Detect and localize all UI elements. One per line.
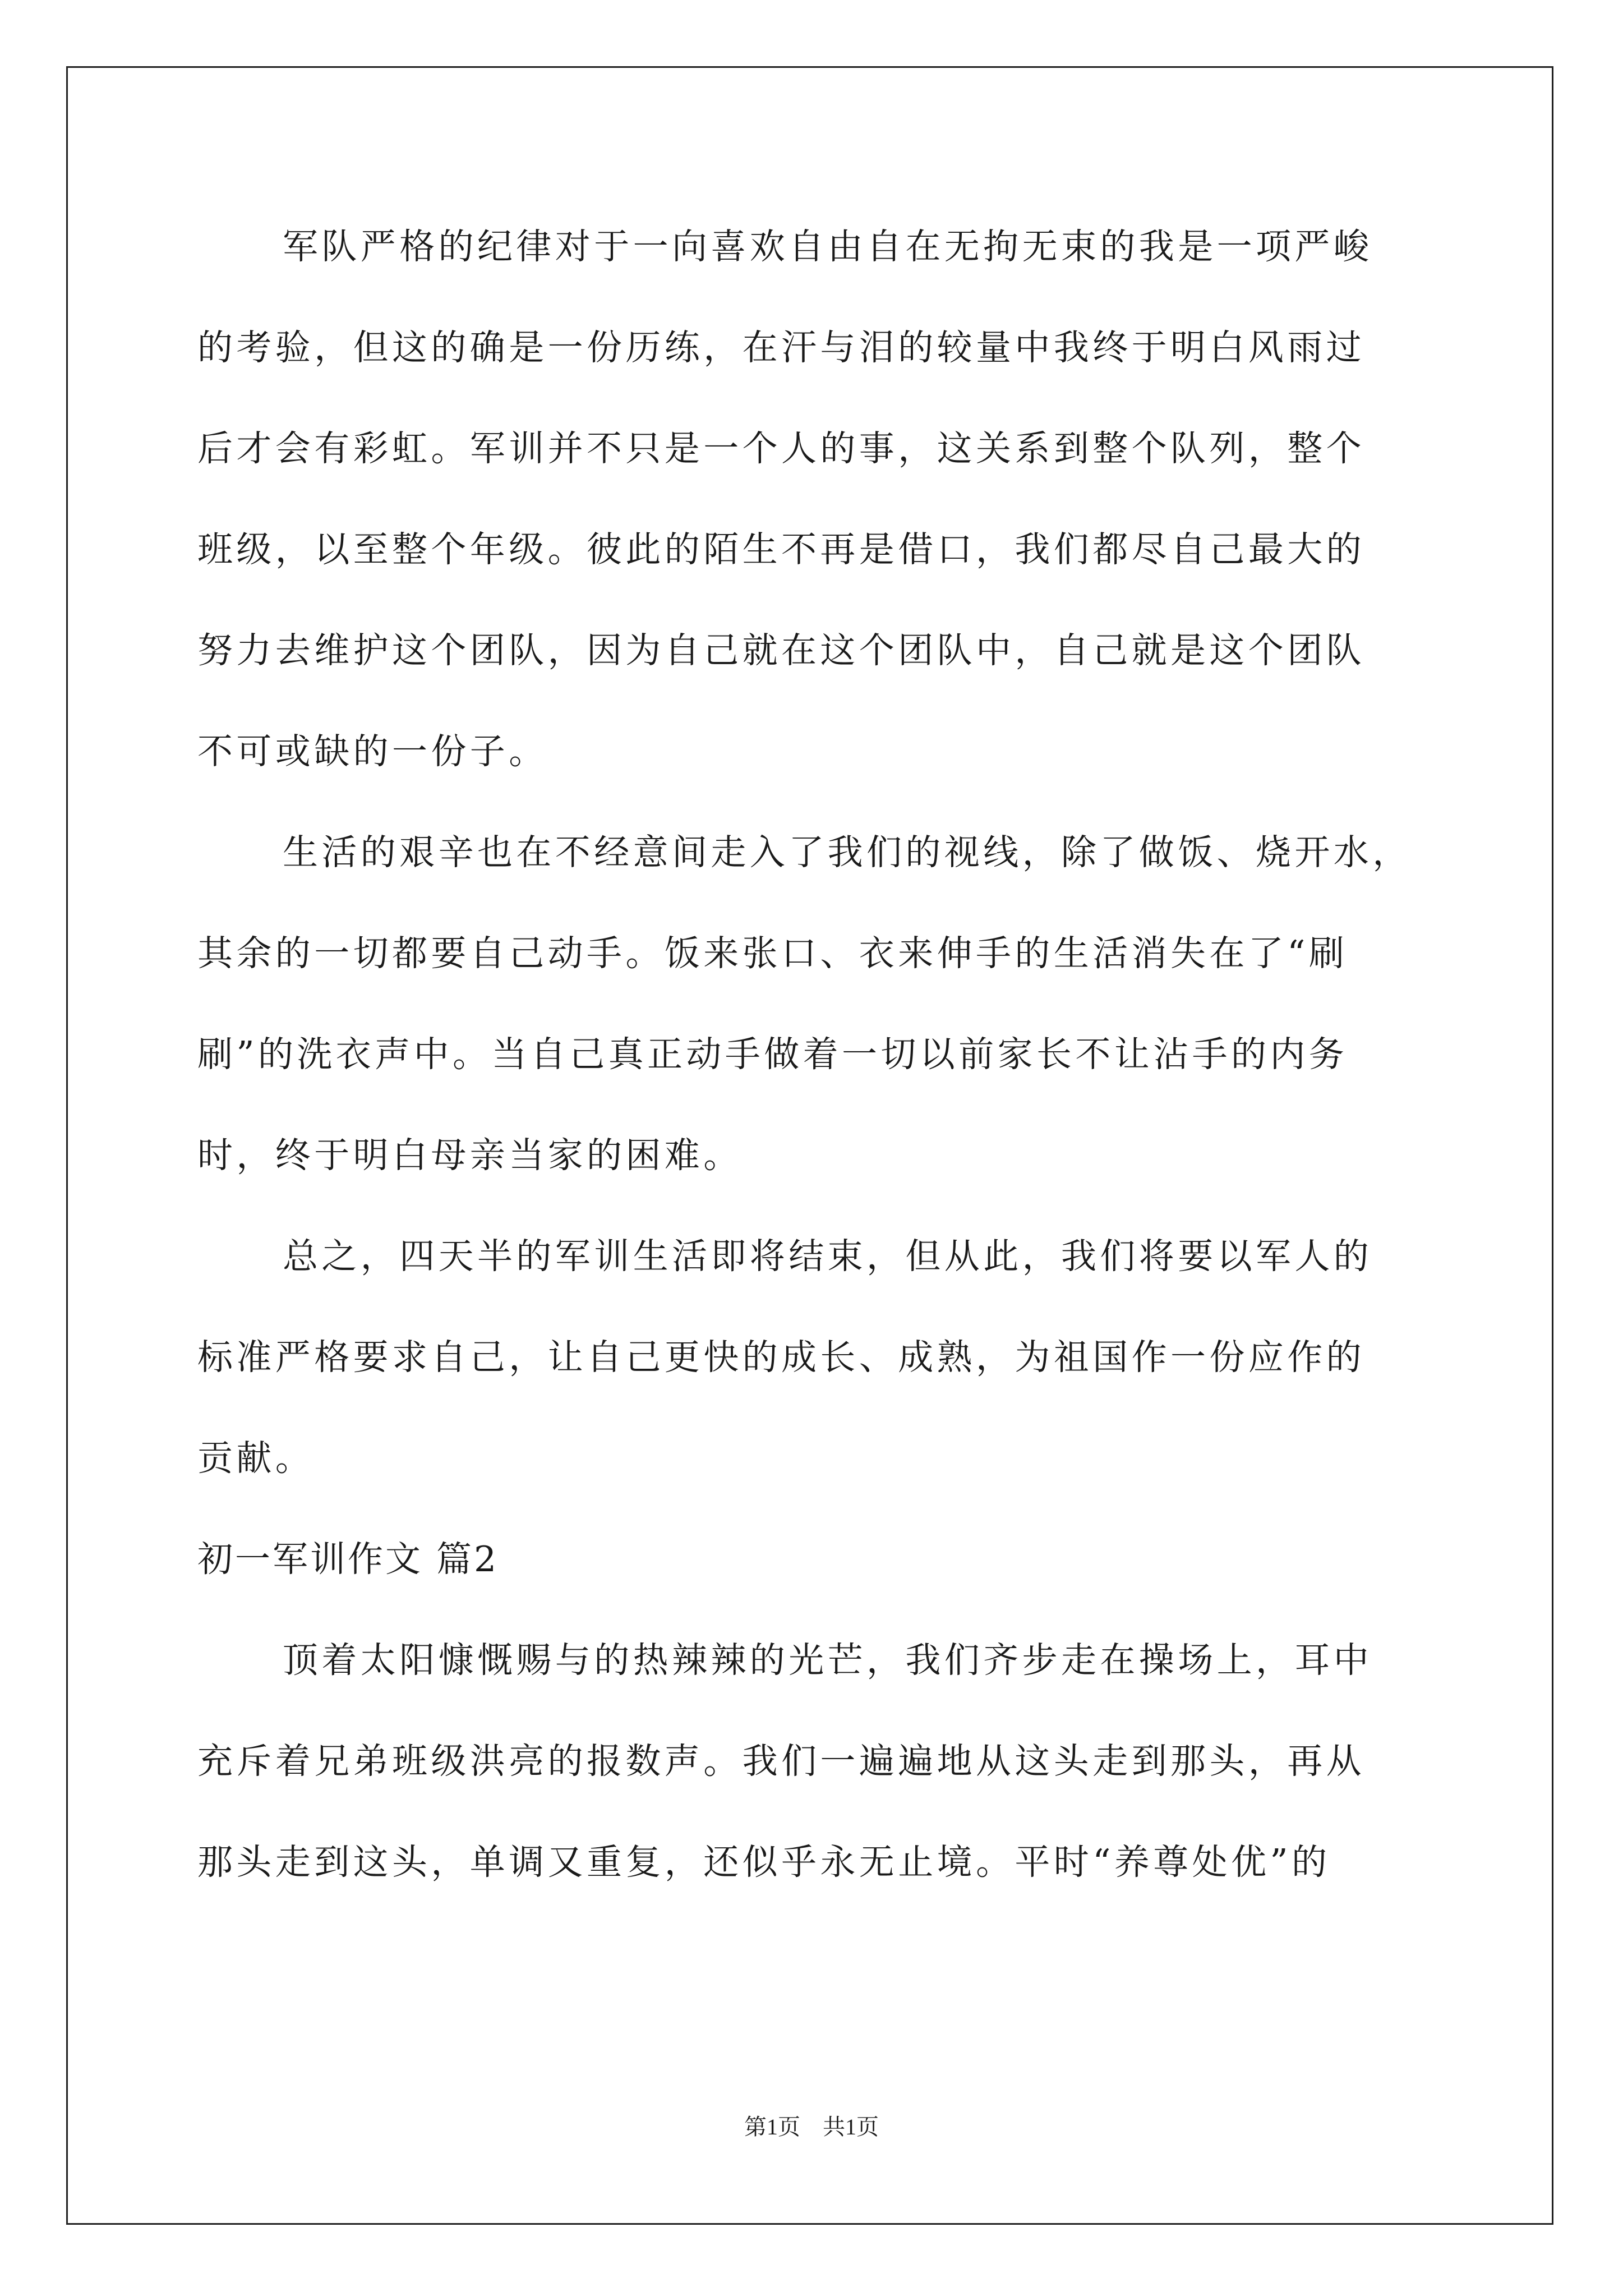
- paragraph-line: 生活的艰辛也在不经意间走入了我们的视线，除了做饭、烧开水，: [283, 832, 1412, 873]
- paragraph-line: 充斥着兄弟班级洪亮的报数声。我们一遍遍地从这头走到那头，再从: [197, 1741, 1365, 1782]
- document-body: [197, 196, 1426, 1913]
- paragraph-line: 不可或缺的一份子。: [197, 731, 548, 772]
- paragraph-line: 后才会有彩虹。军训并不只是一个人的事，这关系到整个队列，整个: [197, 428, 1365, 469]
- paragraph-line: 其余的一切都要自己动手。饭来张口、衣来伸手的生活消失在了“刷: [197, 933, 1348, 974]
- paragraph-line: 刷”的洗衣声中。当自己真正动手做着一切以前家长不让沾手的内务: [197, 1034, 1348, 1075]
- paragraph-line: 那头走到这头，单调又重复，还似乎永无止境。平时“养尊处优”的: [197, 1842, 1331, 1883]
- paragraph-line: 努力去维护这个团队，因为自己就在这个团队中，自己就是这个团队: [197, 630, 1365, 671]
- paragraph-line: 标准严格要求自己，让自己更快的成长、成熟，为祖国作一份应作的: [197, 1337, 1365, 1378]
- page-number: 第1页 共1页: [744, 2114, 879, 2139]
- paragraph-line: 时，终于明白母亲当家的困难。: [197, 1135, 743, 1176]
- paragraph-line: 的考验，但这的确是一份历练，在汗与泪的较量中我终于明白风雨过: [197, 327, 1365, 368]
- page-footer: [0, 2109, 1623, 2141]
- section-heading: 初一军训作文 篇2: [197, 1539, 499, 1580]
- paragraph-line: 班级，以至整个年级。彼此的陌生不再是借口，我们都尽自己最大的: [197, 529, 1365, 570]
- paragraph-line: 贡献。: [197, 1438, 315, 1479]
- paragraph-line: 军队严格的纪律对于一向喜欢自由自在无拘无束的我是一项严峻: [283, 226, 1373, 267]
- paragraph-line: 顶着太阳慷慨赐与的热辣辣的光芒，我们齐步走在操场上，耳中: [283, 1640, 1373, 1681]
- paragraph-line: 总之，四天半的军训生活即将结束，但从此，我们将要以军人的: [283, 1236, 1373, 1277]
